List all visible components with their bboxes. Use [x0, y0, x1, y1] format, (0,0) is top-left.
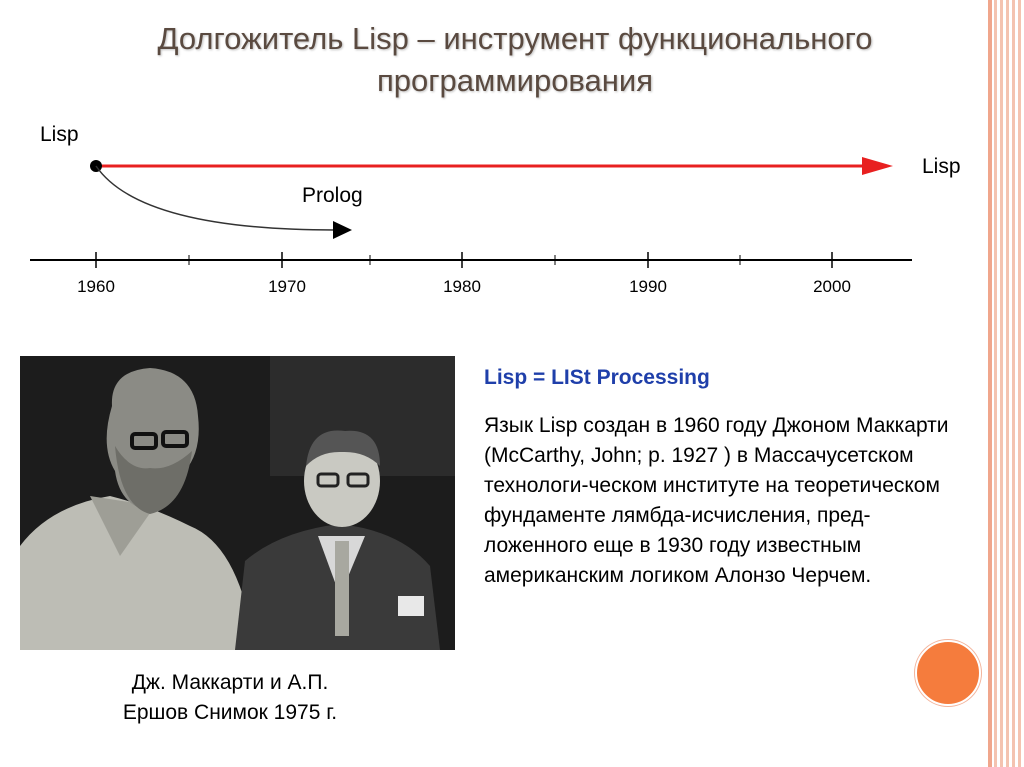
lisp-arrow-head: [862, 157, 893, 175]
year-label: 1970: [268, 277, 306, 296]
year-label: 1980: [443, 277, 481, 296]
year-label: 1990: [629, 277, 667, 296]
lisp-end-label: Lisp: [922, 155, 961, 178]
lisp-description: Язык Lisp создан в 1960 году Джоном Маккарти (McCarthy, John; р. 1927 ) в Массачусетском технологи-ческом институте на теоретическом фундаменте лямбда-исчисления, пред-ложенного еще в 1930 году известным американским логиком Алонзо Черчем.: [484, 414, 949, 587]
decorative-circle: [915, 640, 981, 706]
prolog-curve: [96, 166, 335, 230]
photo-illustration: [20, 356, 455, 650]
year-label: 2000: [813, 277, 851, 296]
photo-mccarthy-ershov: [20, 356, 455, 650]
timeline-diagram: [0, 110, 1000, 310]
caption-line1: Дж. Маккарти и А.П.: [131, 671, 329, 694]
prolog-arrow-head: [333, 221, 352, 239]
lisp-definition-heading: Lisp = LISt Processing: [484, 366, 710, 389]
prolog-label: Prolog: [302, 184, 363, 207]
slide-title: Долгожитель Lisp – инструмент функционального программирования: [157, 21, 873, 98]
lisp-start-label: Lisp: [40, 123, 79, 146]
photo-caption: [60, 668, 400, 728]
caption-line2: Ершов Снимок 1975 г.: [122, 701, 338, 724]
year-label: 1960: [77, 277, 115, 296]
